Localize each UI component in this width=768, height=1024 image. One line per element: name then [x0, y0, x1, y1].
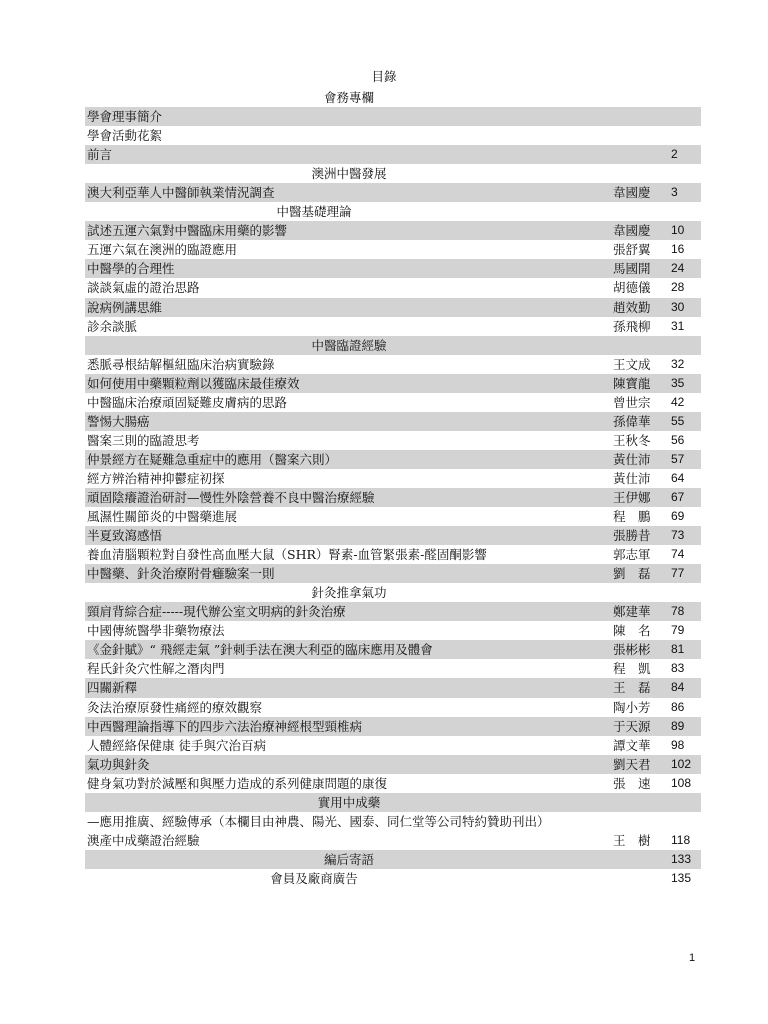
entry-title: 談談氣虛的證治思路: [87, 280, 200, 296]
entry-author: 韋國慶: [613, 223, 651, 239]
entry-page-number: 31: [671, 318, 685, 333]
section-title: 針灸推拿氣功: [311, 585, 387, 601]
toc-entry: [85, 278, 701, 297]
toc-entry: [85, 602, 701, 621]
toc-entry: [85, 488, 701, 507]
entry-title: 風濕性關節炎的中醫藥進展: [87, 509, 238, 525]
entry-author: 張彬彬: [613, 642, 651, 658]
entry-author: 陳寶龍: [613, 375, 651, 391]
section-title: 會務專欄: [323, 90, 374, 106]
entry-page-number: 79: [671, 623, 685, 638]
toc-entry: [85, 774, 701, 793]
entry-author: 王 樹: [613, 832, 651, 848]
entry-title: 澳產中成藥證治經驗: [87, 832, 200, 848]
entry-title: 學會理事簡介: [87, 109, 163, 125]
entry-author: 孫偉華: [613, 413, 651, 429]
toc-entry: [85, 812, 701, 831]
toc-entry: [85, 298, 701, 317]
entry-author: 王伊娜: [613, 490, 651, 505]
section-title: 實用中成藥: [317, 794, 381, 810]
toc-entry: [85, 678, 701, 697]
entry-page-number: 77: [671, 566, 685, 581]
section-title: 會員及廠商廣告: [270, 870, 358, 886]
toc-entry: [85, 831, 701, 850]
toc-entry: [85, 412, 701, 431]
entry-title: 中國傳統醫學非藥物療法: [87, 623, 225, 639]
entry-author: 趙效勤: [613, 299, 651, 315]
entry-page-number: 135: [671, 870, 692, 885]
page-title: 目錄: [371, 69, 397, 84]
toc-entry: [85, 374, 701, 393]
toc-entry: [85, 355, 701, 374]
entry-title: 頑固陰癢證治研討—慢性外陰營養不良中醫治療經驗: [87, 490, 375, 505]
entry-page-number: 84: [671, 680, 685, 695]
page-number: 1: [688, 952, 696, 964]
toc-entry: [85, 564, 701, 583]
entry-page-number: 108: [671, 775, 692, 790]
entry-title: 中醫學的合理性: [87, 261, 175, 277]
entry-title: 中醫藥、針灸治療附骨癰驗案一則: [87, 566, 275, 582]
entry-author: 劉天君: [613, 756, 651, 772]
entry-page-number: 74: [671, 547, 685, 562]
entry-page-number: 2: [671, 147, 678, 162]
entry-author: 陳 名: [613, 623, 651, 639]
toc-entry: [85, 640, 701, 659]
toc-entry: [85, 431, 701, 450]
entry-title: 養血清腦顆粒對自發性高血壓大鼠（SHR）腎素-血管緊張素-醛固酮影響: [87, 547, 487, 563]
entry-page-number: 86: [671, 699, 685, 714]
toc-section-header: [85, 850, 701, 869]
entry-author: 程 鵬: [613, 509, 651, 525]
entry-title: 仲景經方在疑難急重症中的應用（醫案六則）: [87, 451, 338, 467]
section-title: 編后寄語: [323, 851, 374, 867]
toc-entry: [85, 317, 701, 336]
toc-entry: [85, 736, 701, 755]
entry-page-number: 56: [671, 432, 685, 447]
entry-page-number: 3: [671, 185, 678, 200]
entry-title: 健身氣功對於減壓和與壓力造成的系列健康問題的康復: [87, 775, 388, 791]
entry-page-number: 118: [671, 832, 691, 847]
entry-author: 王秋冬: [613, 432, 651, 448]
toc-section-header: [85, 336, 701, 355]
entry-title: 四關新釋: [87, 680, 138, 696]
entry-author: 于天源: [613, 718, 651, 734]
entry-page-number: 24: [671, 261, 685, 276]
toc-entry: [85, 507, 701, 526]
entry-author: 胡德儀: [613, 280, 651, 296]
toc-entry: [85, 450, 701, 469]
entry-author: 張勝昔: [613, 528, 651, 544]
entry-author: 韋國慶: [613, 185, 651, 201]
entry-page-number: 42: [671, 394, 685, 409]
entry-title: 警惕大腸癌: [87, 413, 150, 429]
toc-entry: [85, 621, 701, 640]
toc-entry: [85, 221, 701, 240]
entry-page-number: 81: [671, 642, 685, 657]
entry-title: 如何使用中藥顆粒劑以獲臨床最佳療效: [87, 375, 300, 391]
toc-entry: [85, 126, 701, 145]
entry-title: 澳大利亞華人中醫師執業情況調查: [87, 185, 275, 201]
entry-page-number: 32: [671, 356, 685, 371]
entry-author: 馬國開: [613, 261, 651, 277]
entry-page-number: 55: [671, 413, 685, 428]
entry-page-number: 67: [671, 490, 685, 504]
entry-author: 孫飛柳: [613, 318, 651, 334]
entry-title: 試述五運六氣對中醫臨床用藥的影響: [87, 223, 288, 239]
entry-author: 郭志軍: [613, 547, 651, 563]
entry-title: 悉脈尋根結解樞紐臨床治病實驗錄: [87, 356, 275, 372]
entry-page-number: 35: [671, 375, 685, 390]
entry-page-number: 30: [671, 299, 685, 314]
entry-page-number: 133: [671, 851, 692, 866]
entry-title: 學會活動花絮: [87, 128, 163, 144]
toc-entry: [85, 240, 701, 259]
entry-page-number: 78: [671, 604, 685, 619]
toc-entry: [85, 659, 701, 678]
section-title: 中醫基礎理論: [276, 204, 352, 220]
toc-entry: [85, 717, 701, 736]
entry-title: 氣功與針灸: [87, 756, 150, 772]
table-of-contents: [85, 88, 701, 888]
entry-title: 人體經絡保健康 徒手與穴治百病: [87, 737, 266, 753]
section-title: 中醫臨證經驗: [311, 337, 387, 353]
entry-title: 醫案三則的臨證思考: [87, 432, 200, 448]
entry-title: —應用推廣、經驗傳承（本欄目由神農、陽光、國泰、同仁堂等公司特約贊助刊出）: [87, 813, 550, 829]
toc-entry: [85, 698, 701, 717]
entry-author: 張 速: [613, 775, 651, 791]
entry-page-number: 28: [671, 280, 685, 295]
entry-author: 張舒翼: [613, 242, 651, 258]
toc-entry: [85, 393, 701, 412]
entry-title: 半夏致瀉感悟: [87, 528, 163, 544]
entry-title: 診余談脈: [87, 318, 138, 334]
entry-page-number: 73: [671, 528, 685, 543]
toc-section-header: [85, 793, 701, 812]
entry-author: 陶小芳: [613, 699, 651, 715]
entry-author: 黃仕沛: [613, 451, 651, 467]
toc-entry: [85, 545, 701, 564]
entry-author: 程 凱: [613, 661, 651, 677]
entry-title: 灸法治療原發性痛經的療效觀察: [87, 699, 263, 715]
toc-entry: [85, 259, 701, 278]
toc-section-header: [85, 164, 701, 183]
entry-page-number: 57: [671, 451, 685, 466]
toc-entry: [85, 183, 701, 202]
toc-section-header: [85, 869, 701, 888]
entry-title: 《金針賦》“ 飛經走氣 ”針刺手法在澳大利亞的臨床應用及體會: [87, 642, 433, 658]
entry-author: 譚文華: [613, 737, 651, 753]
toc-section-header: [85, 202, 701, 221]
toc-entry: [85, 469, 701, 488]
entry-page-number: 83: [671, 661, 685, 676]
entry-page-number: 102: [671, 756, 692, 771]
toc-section-header: [85, 583, 701, 602]
entry-title: 前言: [87, 147, 113, 163]
entry-title: 中醫臨床治療頑固疑難皮膚病的思路: [87, 394, 288, 410]
entry-page-number: 89: [671, 718, 685, 733]
toc-entry: [85, 755, 701, 774]
entry-title: 說病例講思維: [87, 299, 163, 315]
entry-title: 經方辨治精神抑鬱症初探: [87, 470, 225, 486]
entry-page-number: 16: [671, 242, 685, 257]
entry-author: 王 磊: [613, 680, 651, 696]
section-title: 澳洲中醫發展: [311, 166, 387, 182]
entry-page-number: 69: [671, 509, 685, 524]
entry-author: 鄭建華: [613, 604, 651, 620]
toc-entry: [85, 145, 701, 164]
entry-author: 王文成: [613, 356, 651, 372]
entry-title: 程氏針灸穴性解之潛肉門: [87, 661, 225, 677]
entry-author: 劉 磊: [613, 566, 651, 582]
entry-title: 五運六氣在澳洲的臨證應用: [87, 242, 238, 258]
toc-entry: [85, 526, 701, 545]
entry-page-number: 64: [671, 470, 685, 485]
toc-section-header: [85, 88, 701, 107]
toc-entry: [85, 107, 701, 126]
entry-title: 頸肩背綜合症-----現代辦公室文明病的針灸治療: [87, 604, 346, 620]
entry-page-number: 98: [671, 737, 685, 752]
entry-author: 黃仕沛: [613, 470, 651, 486]
entry-author: 曾世宗: [613, 394, 651, 410]
entry-page-number: 10: [671, 223, 685, 238]
entry-title: 中西醫理論指導下的四步六法治療神經根型頸椎病: [87, 718, 363, 734]
